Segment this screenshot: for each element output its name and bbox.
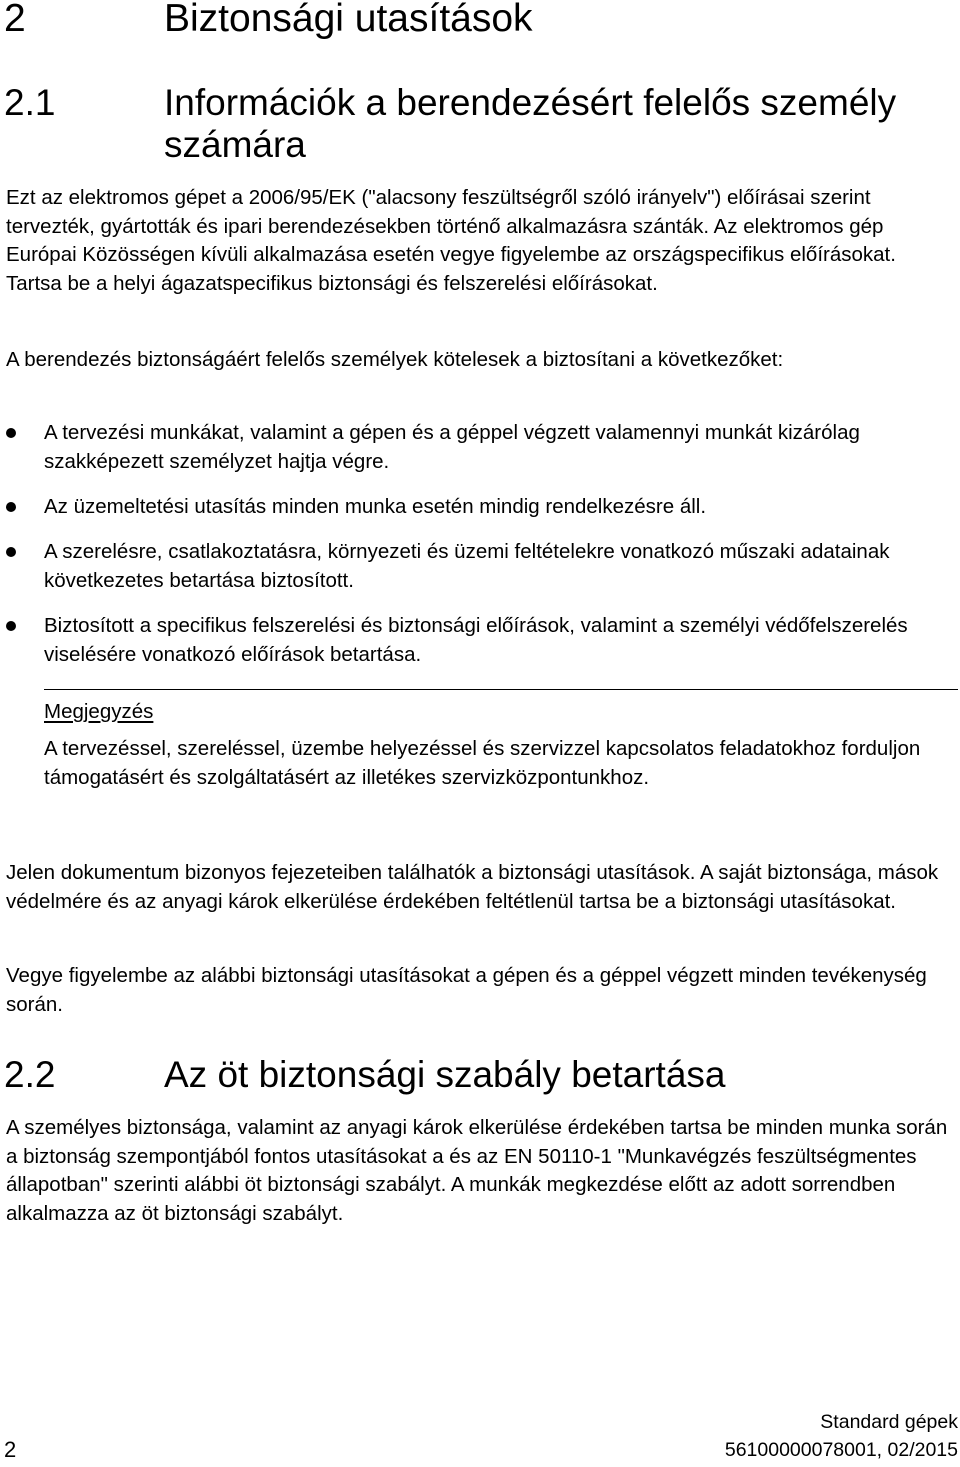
- list-item-text: Az üzemeltetési utasítás minden munka esetén mindig rendelkezésre áll.: [44, 495, 707, 518]
- bullet-icon: [6, 428, 16, 438]
- chapter-number: 2: [4, 0, 26, 40]
- bullet-icon: [6, 502, 16, 512]
- bullet-icon: [6, 621, 16, 631]
- list-item-text: Biztosított a specifikus felszerelési és biztonsági előírások, valamint a személyi védőfelszerelés viselésére vonatkozó előírások betartása.: [44, 614, 908, 666]
- bullet-icon: [6, 547, 16, 557]
- section-title: Az öt biztonsági szabály betartása: [164, 1054, 726, 1095]
- list-item-text: A szerelésre, csatlakoztatásra, környezeti és üzemi feltételekre vonatkozó műszaki adatainak következetes betartása biztosított.: [44, 540, 890, 592]
- requirements-list: [6, 418, 956, 685]
- page-number: 2: [4, 1437, 17, 1462]
- list-item: [6, 492, 956, 521]
- document-id: 56100000078001, 02/2015: [724, 1439, 958, 1461]
- list-item: [6, 611, 956, 669]
- list-item: [6, 418, 956, 476]
- note-title: Megjegyzés: [44, 700, 154, 723]
- observe-paragraph: Vegye figyelembe az alábbi biztonsági utasításokat a gépen és a géppel végzett minden tevékenység során.: [6, 964, 927, 1016]
- section-title: Információk a berendezésért felelős személy számára: [164, 82, 897, 165]
- list-item-text: A tervezési munkákat, valamint a gépen és a géppel végzett valamennyi munkát kizárólag szakképezett személyzet hajtja végre.: [44, 421, 860, 473]
- note-body: A tervezéssel, szereléssel, üzembe helyezéssel és szervizzel kapcsolatos feladatokhoz forduljon támogatásért és szolgáltatásért az illetékes szervizközpontunkhoz.: [44, 737, 921, 789]
- responsibility-paragraph: A berendezés biztonságáért felelős személyek kötelesek a biztosítani a következőket:: [6, 348, 784, 371]
- section-number: 2.1: [4, 82, 56, 123]
- product-name: Standard gépek: [820, 1411, 958, 1433]
- list-item: [6, 537, 956, 595]
- section-number: 2.2: [4, 1054, 56, 1095]
- footer-info: [725, 1408, 958, 1464]
- five-rules-paragraph: A személyes biztonsága, valamint az anyagi károk elkerülése érdekében tartsa be minden munka során a biztonság szempontjából fontos utasításokat a és az EN 50110‑1 "Munkavégzés feszültségmentes állapotban" szerinti alábbi öt biztonsági szabályt. A munkák megkezdése előtt az adott sorrendben alkalmazza az öt biztonsági szabályt.: [6, 1116, 948, 1225]
- chapter-title: Biztonsági utasítások: [164, 0, 533, 40]
- chapter-heading: [4, 0, 533, 44]
- section-heading-2-1: [4, 82, 954, 166]
- note-divider: [44, 689, 958, 690]
- section-heading-2-2: [4, 1054, 954, 1096]
- safety-instructions-paragraph: Jelen dokumentum bizonyos fejezeteiben találhatók a biztonsági utasítások. A saját biztonsága, mások védelmére és az anyagi károk elkerülése érdekében feltétlenül tartsa be a biztonsági utasításokat.: [6, 861, 939, 913]
- intro-paragraph: Ezt az elektromos gépet a 2006/95/EK ("alacsony feszültségről szóló irányelv") előírásai szerint tervezték, gyártották és ipari berendezésekben történő alkalmazásra szánták. Az elektromos gép Európai Közösségen kívüli alkalmazása esetén vegye figyelembe az országspecifikus előírásokat. Tartsa be a helyi ágazatspecifikus biztonsági és felszerelési előírásokat.: [6, 186, 896, 295]
